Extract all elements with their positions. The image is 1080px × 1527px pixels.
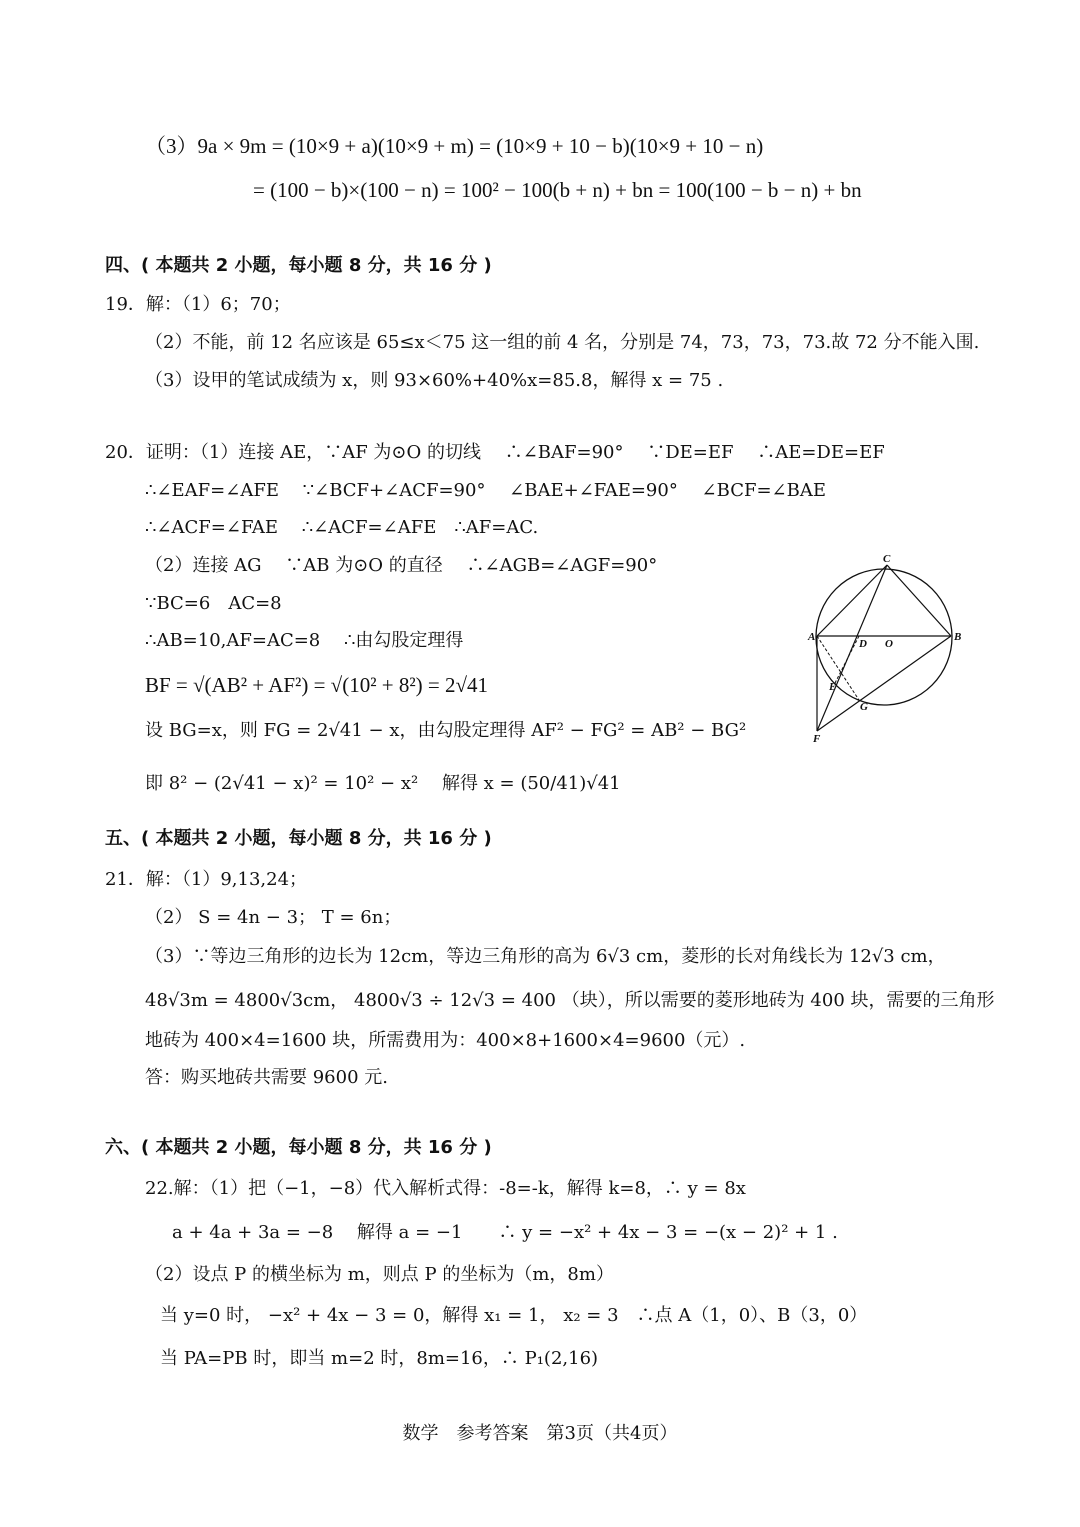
q21-part1: 21．解：（1）9,13,24； xyxy=(105,869,308,890)
q22-line-3: （2）设点 P 的横坐标为 m，则点 P 的坐标为（m，8m） xyxy=(145,1264,614,1285)
label-o: O xyxy=(885,638,893,650)
label-a: A xyxy=(808,631,816,643)
q21-part3-c: 地砖为 400×4=1600 块，所需费用为：400×8+1600×4=9600（元）. xyxy=(145,1030,746,1051)
label-b: B xyxy=(954,631,962,643)
label-f: F xyxy=(813,733,821,745)
section-heading-4: 四、( 本题共 2 小题，每小题 8 分，共 16 分 ) xyxy=(105,255,492,276)
q22-line-2: a + 4a + 3a = −8 解得 a = −1 ∴ y = −x² + 4x − 3 = −(x − 2)² + 1 . xyxy=(172,1222,838,1243)
line-18-3-b: = (100 − b)×(100 − n) = 100² − 100(b + n) + bn = 100(100 − b − n) + bn xyxy=(253,178,862,202)
q20-formula-bf: BF = √(AB² + AF²) = √(10² + 8²) = 2√41 xyxy=(145,673,488,697)
q22-line-1: 22.解：（1）把（−1，−8）代入解析式得：-8=-k，解得 k=8，∴ y = 8x xyxy=(145,1178,746,1199)
q20-line-6: ∴AB=10,AF=AC=8 ∴由勾股定理得 xyxy=(145,630,464,651)
q20-line-9: 即 8² − (2√41 − x)² = 10² − x² 解得 x = (50/41)√41 xyxy=(145,773,621,794)
line-18-3-a: （3）9a × 9m = (10×9 + a)(10×9 + m) = (10×9 + 10 − b)(10×9 + 10 − n) xyxy=(145,134,764,158)
q20-line-1: 20．证明：（1）连接 AE，∵AF 为⊙O 的切线 ∴∠BAF=90° ∵DE=EF ∴AE=DE=EF xyxy=(105,442,885,463)
label-d: D xyxy=(859,638,867,650)
q19-part2: （2）不能，前 12 名应该是 65≤x＜75 这一组的前 4 名，分别是 74，73，73，73.故 72 分不能入围. xyxy=(145,332,980,353)
q21-answer: 答：购买地砖共需要 9600 元. xyxy=(145,1067,388,1088)
q20-line-4: （2）连接 AG ∵AB 为⊙O 的直径 ∴∠AGB=∠AGF=90° xyxy=(145,555,658,576)
label-c: C xyxy=(883,553,891,565)
q21-part3-b: 48√3m = 4800√3cm， 4800√3 ÷ 12√3 = 400 （块），所以需要的菱形地砖为 400 块，需要的三角形 xyxy=(145,990,995,1011)
q22-line-4: 当 y=0 时， −x² + 4x − 3 = 0，解得 x₁ = 1， x₂ = 3 ∴点 A（1，0）、B（3，0） xyxy=(160,1305,868,1326)
label-g: G xyxy=(860,701,868,713)
q20-line-2: ∴∠EAF=∠AFE ∵∠BCF+∠ACF=90° ∠BAE+∠FAE=90° ∠BCF=∠BAE xyxy=(145,480,826,501)
q21-part3-a: （3）∵等边三角形的边长为 12cm，等边三角形的高为 6√3 cm，菱形的长对角线长为 12√3 cm， xyxy=(145,946,946,967)
section-heading-6: 六、( 本题共 2 小题，每小题 8 分，共 16 分 ) xyxy=(105,1137,492,1158)
q19-part1: 19．解：（1）6；70； xyxy=(105,294,291,315)
q22-line-5: 当 PA=PB 时，即当 m=2 时，8m=16，∴ P₁(2,16) xyxy=(160,1348,599,1369)
page-footer: 数学 参考答案 第3页（共4页） xyxy=(402,1423,678,1444)
q20-line-3: ∴∠ACF=∠FAE ∴∠ACF=∠AFE ∴AF=AC. xyxy=(145,517,539,538)
q20-line-8: 设 BG=x，则 FG = 2√41 − x，由勾股定理得 AF² − FG² = AB² − BG² xyxy=(145,720,747,741)
label-e: E xyxy=(829,681,837,693)
section-heading-5: 五、( 本题共 2 小题，每小题 8 分，共 16 分 ) xyxy=(105,828,492,849)
q20-line-5: ∵BC=6 AC=8 xyxy=(145,593,282,614)
q21-part2: （2） S = 4n − 3； T = 6n； xyxy=(145,907,402,928)
q19-part3: （3）设甲的笔试成绩为 x，则 93×60%+40%x=85.8，解得 x = 75 . xyxy=(145,370,724,391)
geometry-figure xyxy=(800,552,980,752)
